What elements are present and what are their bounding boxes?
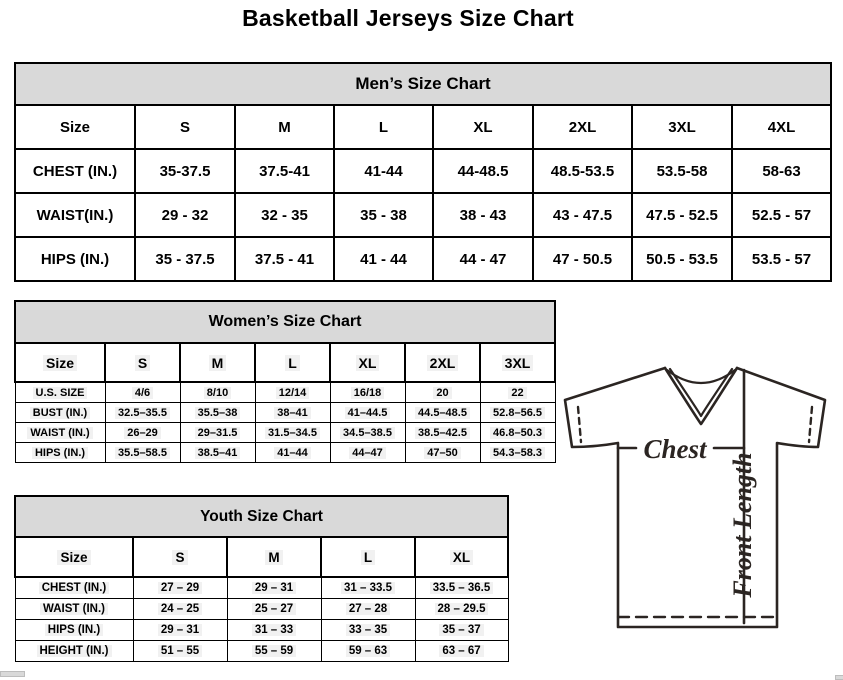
cell-value: 43 - 47.5 (533, 193, 632, 237)
scrollbar-fragment[interactable] (835, 675, 843, 680)
cell-value: 38.5–41 (180, 443, 255, 463)
size-col-header: XL (415, 537, 508, 577)
cell-value: 35.5–58.5 (105, 443, 180, 463)
table-row (15, 382, 555, 403)
cell-value: 35 – 37 (415, 620, 508, 641)
cell-value: 55 – 59 (227, 641, 321, 662)
cell-value: 24 – 25 (133, 599, 227, 620)
cell-value: 34.5–38.5 (330, 423, 405, 443)
jersey-diagram (555, 360, 835, 640)
cell-value: 47 - 50.5 (533, 237, 632, 281)
page-title: Basketball Jerseys Size Chart (242, 5, 574, 31)
cell-value: 29 - 32 (135, 193, 235, 237)
row-label: CHEST (IN.) (15, 577, 133, 599)
cell-value: 22 (480, 382, 555, 403)
size-col-header: M (180, 343, 255, 382)
cell-value: 35 - 38 (334, 193, 433, 237)
cell-value: 44-48.5 (433, 149, 533, 193)
size-col-header: 4XL (732, 105, 831, 149)
cell-value: 33.5 – 36.5 (415, 577, 508, 599)
size-col-header: XL (433, 105, 533, 149)
table-row (15, 105, 831, 149)
table-row (15, 149, 831, 193)
cell-value: 31 – 33.5 (321, 577, 415, 599)
size-col-header: Size (15, 537, 133, 577)
size-col-header: 2XL (405, 343, 480, 382)
cell-value: 41–44.5 (330, 403, 405, 423)
cell-value: 37.5 - 41 (235, 237, 334, 281)
cell-value: 37.5-41 (235, 149, 334, 193)
cell-value: 47–50 (405, 443, 480, 463)
cell-value: 58-63 (732, 149, 831, 193)
size-col-header: S (135, 105, 235, 149)
cell-value: 35 - 37.5 (135, 237, 235, 281)
cell-value: 31 – 33 (227, 620, 321, 641)
cell-value: 52.8–56.5 (480, 403, 555, 423)
cell-value: 4/6 (105, 382, 180, 403)
cell-value: 12/14 (255, 382, 330, 403)
row-label: HIPS (IN.) (15, 443, 105, 463)
front-length-label: Front Length (728, 452, 757, 598)
cell-value: 44 - 47 (433, 237, 533, 281)
mens-table-header: Men’s Size Chart (15, 63, 831, 105)
size-col-header: Size (15, 105, 135, 149)
size-col-header: M (235, 105, 334, 149)
row-label: WAIST (IN.) (15, 423, 105, 443)
mens-size-table (14, 62, 832, 282)
youth-table-header: Youth Size Chart (15, 496, 508, 537)
cell-value: 28 – 29.5 (415, 599, 508, 620)
cell-value: 25 – 27 (227, 599, 321, 620)
size-col-header: 2XL (533, 105, 632, 149)
size-col-header: L (321, 537, 415, 577)
womens-size-table (14, 300, 556, 463)
cell-value: 16/18 (330, 382, 405, 403)
table-row (15, 496, 508, 537)
table-row (15, 537, 508, 577)
table-row (15, 641, 508, 662)
size-col-header: L (255, 343, 330, 382)
cell-value: 41 - 44 (334, 237, 433, 281)
row-label: WAIST(IN.) (15, 193, 135, 237)
cell-value: 59 – 63 (321, 641, 415, 662)
cell-value: 33 – 35 (321, 620, 415, 641)
chest-label: Chest (643, 434, 707, 464)
cell-value: 41-44 (334, 149, 433, 193)
size-col-header: S (133, 537, 227, 577)
cell-value: 53.5-58 (632, 149, 732, 193)
size-col-header: XL (330, 343, 405, 382)
right-cuff-seam (809, 407, 812, 442)
cell-value: 29 – 31 (133, 620, 227, 641)
cell-value: 32.5–35.5 (105, 403, 180, 423)
cell-value: 35-37.5 (135, 149, 235, 193)
table-row (15, 301, 555, 343)
size-col-header: 3XL (632, 105, 732, 149)
cell-value: 27 – 29 (133, 577, 227, 599)
table-row (15, 423, 555, 443)
row-label: U.S. SIZE (15, 382, 105, 403)
cell-value: 53.5 - 57 (732, 237, 831, 281)
cell-value: 8/10 (180, 382, 255, 403)
womens-table-header: Women’s Size Chart (15, 301, 555, 343)
cell-value: 52.5 - 57 (732, 193, 831, 237)
cell-value: 29 – 31 (227, 577, 321, 599)
scrollbar-fragment[interactable] (0, 671, 25, 677)
table-row (15, 620, 508, 641)
table-row (15, 443, 555, 463)
row-label: HIPS (IN.) (15, 237, 135, 281)
cell-value: 50.5 - 53.5 (632, 237, 732, 281)
cell-value: 27 – 28 (321, 599, 415, 620)
table-row (15, 403, 555, 423)
cell-value: 44–47 (330, 443, 405, 463)
table-row (15, 343, 555, 382)
size-col-header: S (105, 343, 180, 382)
cell-value: 26–29 (105, 423, 180, 443)
cell-value: 38 - 43 (433, 193, 533, 237)
cell-value: 46.8–50.3 (480, 423, 555, 443)
cell-value: 29–31.5 (180, 423, 255, 443)
table-row (15, 599, 508, 620)
cell-value: 51 – 55 (133, 641, 227, 662)
row-label: BUST (IN.) (15, 403, 105, 423)
table-row (15, 63, 831, 105)
cell-value: 44.5–48.5 (405, 403, 480, 423)
table-row (15, 237, 831, 281)
cell-value: 35.5–38 (180, 403, 255, 423)
size-col-header: M (227, 537, 321, 577)
size-col-header: L (334, 105, 433, 149)
cell-value: 32 - 35 (235, 193, 334, 237)
left-cuff-seam (578, 407, 581, 442)
row-label: WAIST (IN.) (15, 599, 133, 620)
size-col-header: 3XL (480, 343, 555, 382)
size-col-header: Size (15, 343, 105, 382)
cell-value: 63 – 67 (415, 641, 508, 662)
table-row (15, 577, 508, 599)
cell-value: 48.5-53.5 (533, 149, 632, 193)
youth-size-table (14, 495, 509, 662)
row-label: HIPS (IN.) (15, 620, 133, 641)
cell-value: 20 (405, 382, 480, 403)
cell-value: 47.5 - 52.5 (632, 193, 732, 237)
cell-value: 54.3–58.3 (480, 443, 555, 463)
row-label: HEIGHT (IN.) (15, 641, 133, 662)
cell-value: 38–41 (255, 403, 330, 423)
row-label: CHEST (IN.) (15, 149, 135, 193)
cell-value: 38.5–42.5 (405, 423, 480, 443)
cell-value: 41–44 (255, 443, 330, 463)
table-row (15, 193, 831, 237)
cell-value: 31.5–34.5 (255, 423, 330, 443)
